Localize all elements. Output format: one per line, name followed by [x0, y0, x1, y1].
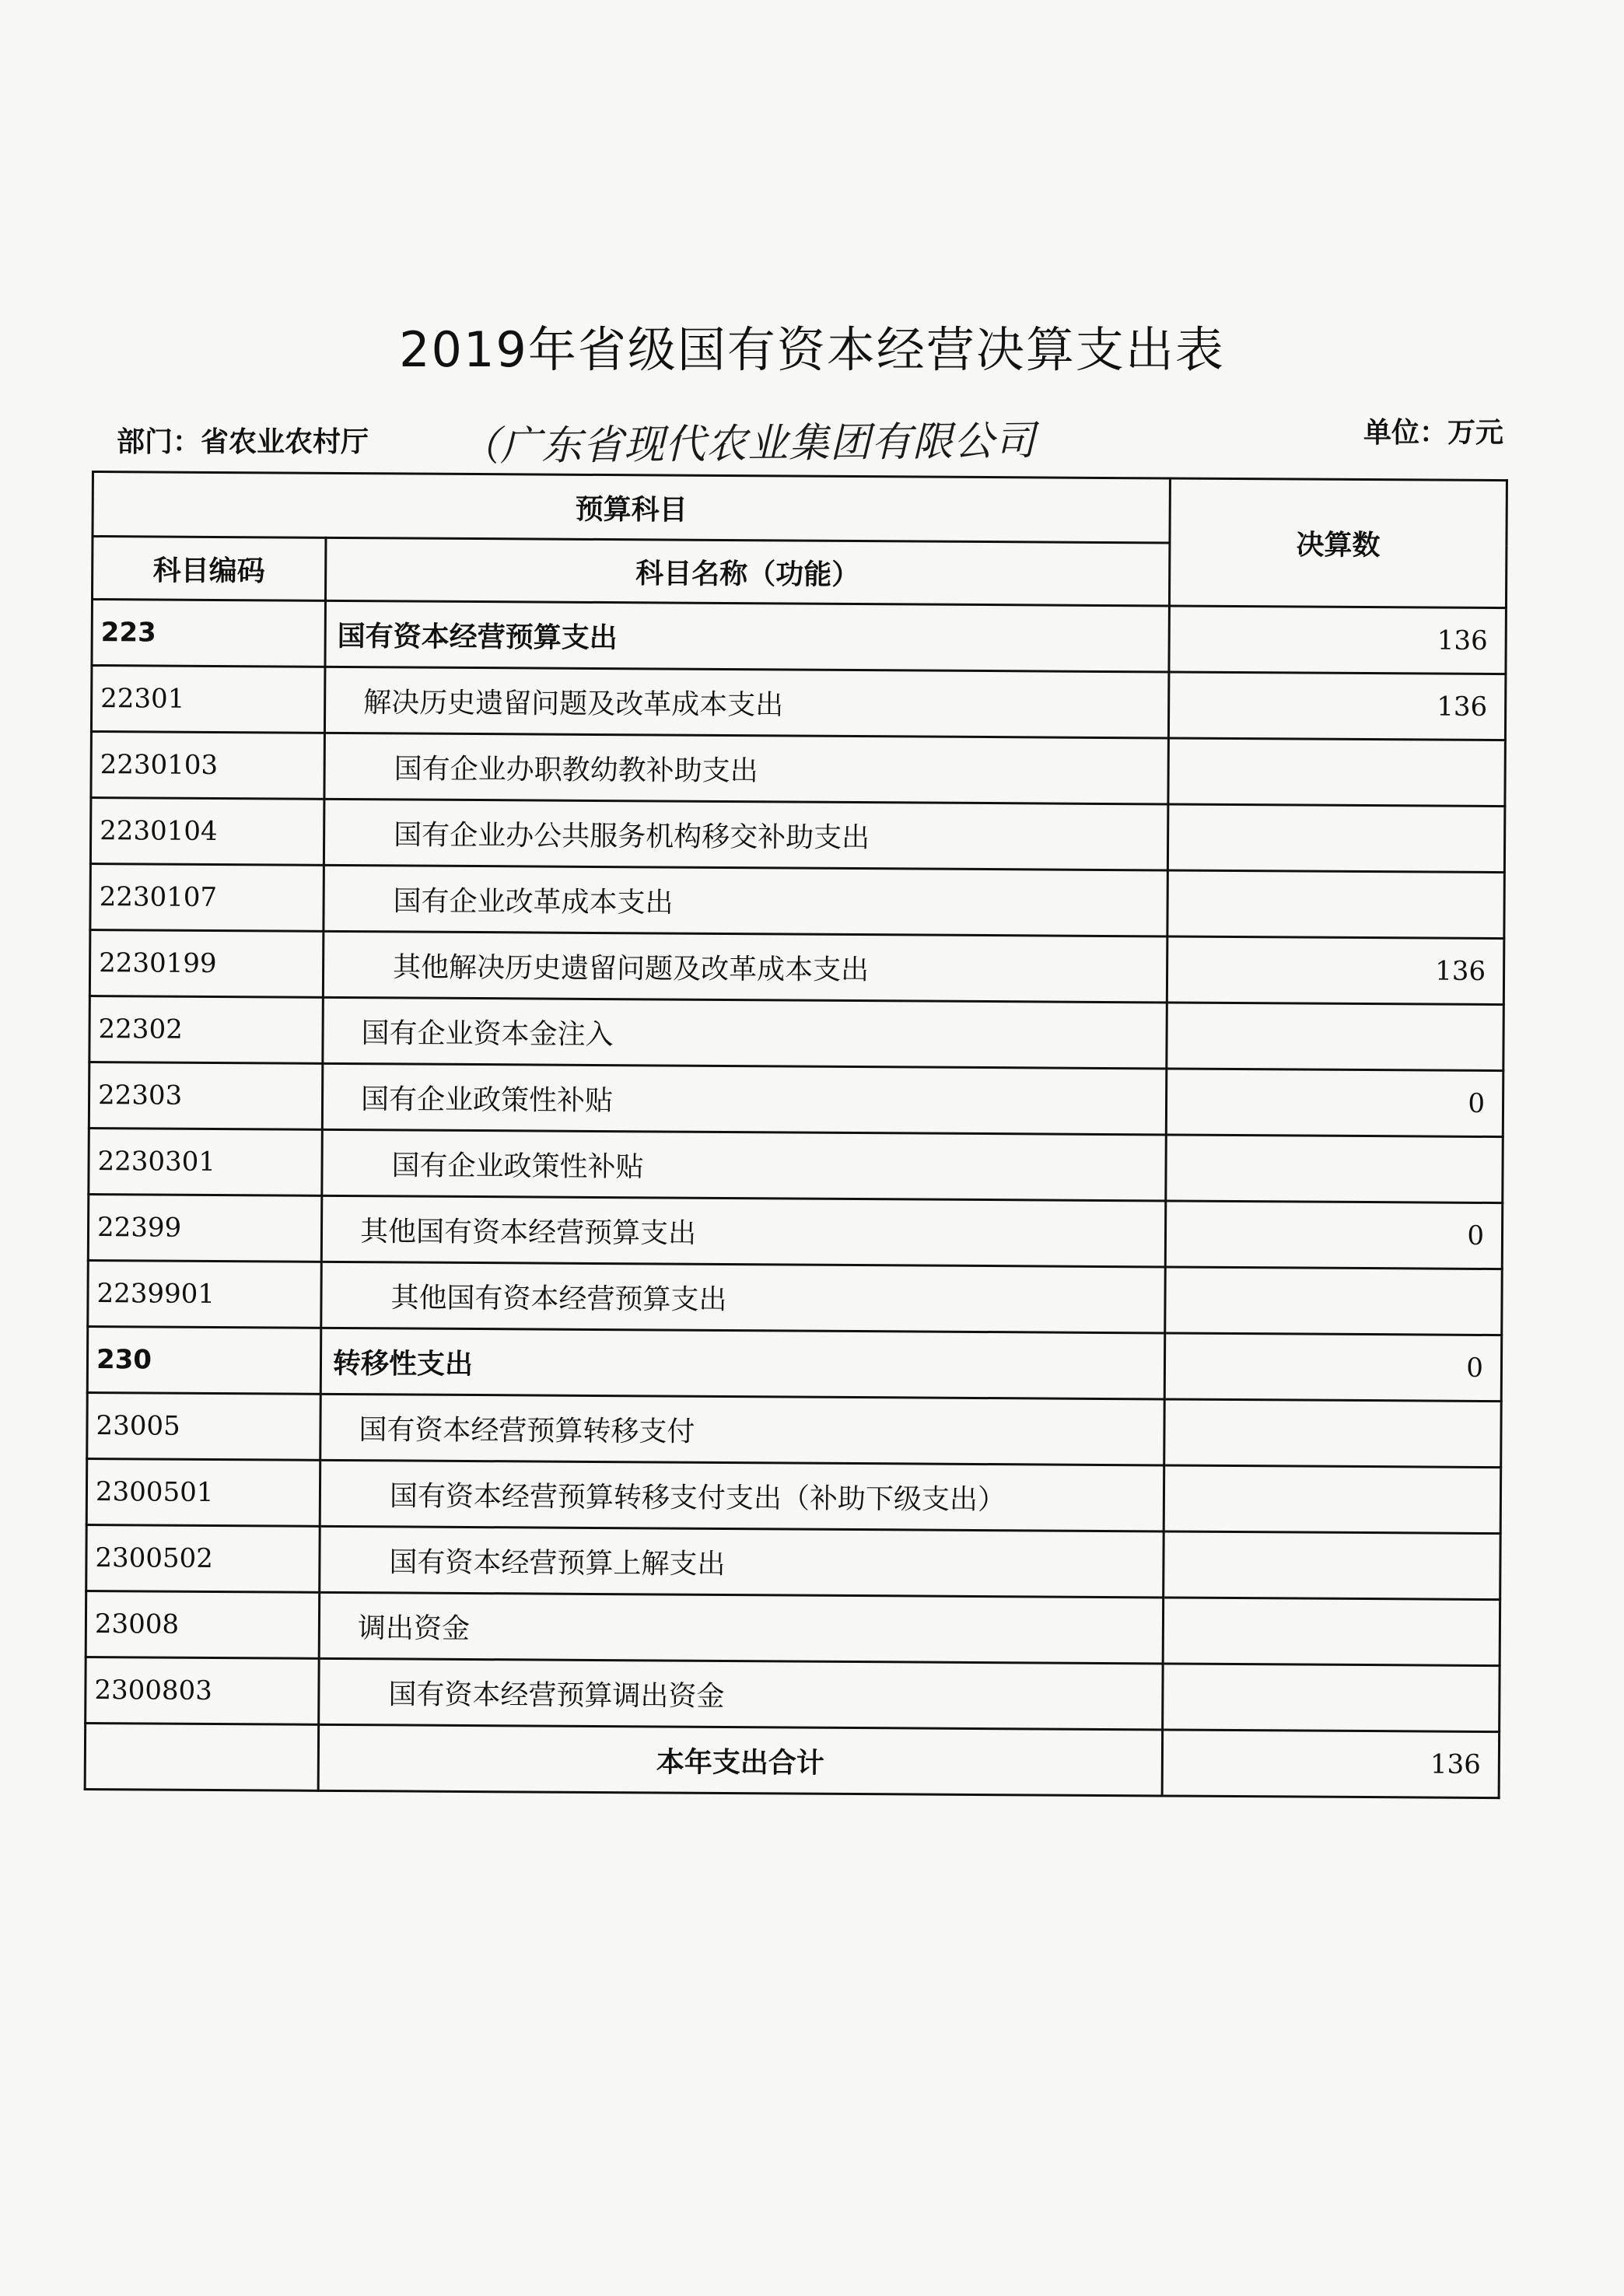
table-row: [91, 666, 1506, 740]
total-code-cell: [85, 1723, 319, 1790]
table-row: [88, 1260, 1503, 1335]
subject-name: 调出资金: [319, 1592, 1164, 1664]
subject-name: 国有企业办公共服务机构移交补助支出: [324, 799, 1168, 870]
subject-code: 2230301: [89, 1128, 323, 1195]
final-amount: [1165, 1267, 1503, 1335]
subject-name: 其他国有资本经营预算支出: [321, 1195, 1166, 1267]
subject-code: 2230107: [90, 863, 324, 931]
subject-code: 23008: [86, 1591, 320, 1658]
final-amount: [1164, 1465, 1501, 1534]
final-amount: 0: [1166, 1069, 1503, 1137]
subject-code: 22302: [89, 996, 324, 1063]
final-amount: [1164, 1399, 1502, 1468]
table-row: [90, 798, 1505, 873]
total-label: 本年支出合计: [318, 1724, 1163, 1796]
table-row: [89, 996, 1504, 1070]
subject-name: 国有资本经营预算支出: [325, 600, 1170, 672]
table-row: [89, 929, 1504, 1004]
table-row: [87, 1326, 1502, 1401]
subject-code: 2230103: [91, 732, 325, 800]
header-final-amount: 决算数: [1169, 478, 1507, 608]
subject-name: 国有企业资本金注入: [323, 997, 1167, 1069]
subject-name: 国有企业政策性补贴: [322, 1129, 1167, 1201]
subject-code: 2300502: [86, 1524, 320, 1592]
final-amount: 0: [1164, 1333, 1502, 1402]
subject-code: 2239901: [88, 1260, 322, 1328]
subject-name: 其他解决历史遗留问题及改革成本支出: [323, 931, 1167, 1003]
subject-name: 国有企业政策性补贴: [322, 1063, 1167, 1135]
final-amount: [1163, 1664, 1500, 1732]
final-amount: 136: [1169, 606, 1507, 674]
subject-name: 解决历史遗留问题及改革成本支出: [324, 667, 1169, 738]
header-subject-name: 科目名称（功能）: [325, 537, 1169, 606]
subject-code: 23005: [87, 1392, 321, 1460]
final-amount: [1167, 804, 1505, 873]
unit-label: 单位：万元: [1363, 417, 1503, 449]
subject-name: 国有资本经营预算上解支出: [320, 1526, 1164, 1598]
header-budget-subject: 预算科目: [93, 472, 1170, 543]
final-amount: 0: [1165, 1201, 1503, 1269]
expenditure-table: [84, 471, 1508, 1799]
table-row: [87, 1392, 1502, 1467]
final-amount: [1163, 1598, 1500, 1666]
subject-code: 2300501: [86, 1458, 320, 1526]
table-row: [91, 732, 1506, 807]
table-row: [86, 1458, 1501, 1533]
subject-code: 22303: [89, 1062, 323, 1129]
final-amount: 136: [1168, 672, 1506, 740]
subject-code: 22301: [91, 666, 325, 733]
table-row: [92, 600, 1507, 674]
subject-name: 国有企业办职教幼教补助支出: [324, 733, 1169, 804]
department-label: 部门：省农业农村厅: [117, 426, 369, 458]
subject-code: 230: [87, 1326, 321, 1394]
handwritten-note: （广东省现代农业集团有限公司: [458, 418, 1037, 471]
subject-name: 国有资本经营预算转移支付支出（补助下级支出）: [320, 1460, 1164, 1531]
subject-code: 22399: [88, 1194, 322, 1262]
subject-name: 转移性支出: [320, 1328, 1165, 1399]
subject-code: 2230104: [90, 798, 324, 866]
final-amount: [1168, 738, 1506, 807]
subject-name: 国有资本经营预算转移支付: [320, 1394, 1165, 1465]
final-amount: 136: [1167, 936, 1504, 1005]
final-amount: [1166, 1135, 1503, 1203]
table-row: [89, 1062, 1503, 1136]
subject-code: 2300803: [86, 1657, 320, 1724]
subject-name: 国有资本经营预算调出资金: [319, 1658, 1164, 1730]
table-row: [90, 863, 1505, 938]
subject-code: 223: [92, 600, 326, 667]
subject-code: 2230199: [89, 929, 324, 997]
subject-name: 国有企业改革成本支出: [324, 865, 1168, 936]
total-amount: 136: [1162, 1730, 1500, 1798]
subject-name: 其他国有资本经营预算支出: [321, 1262, 1166, 1333]
table-row: [88, 1194, 1503, 1269]
table-row: [86, 1657, 1500, 1731]
final-amount: [1167, 870, 1505, 939]
table-row: [89, 1128, 1503, 1202]
header-subject-code: 科目编码: [92, 537, 325, 601]
final-amount: [1164, 1531, 1501, 1600]
page-title: 2019年省级国有资本经营决算支出表: [399, 321, 1225, 378]
total-row: [85, 1723, 1500, 1797]
table-row: [86, 1591, 1500, 1665]
table-row: [86, 1524, 1501, 1599]
final-amount: [1167, 1003, 1504, 1071]
